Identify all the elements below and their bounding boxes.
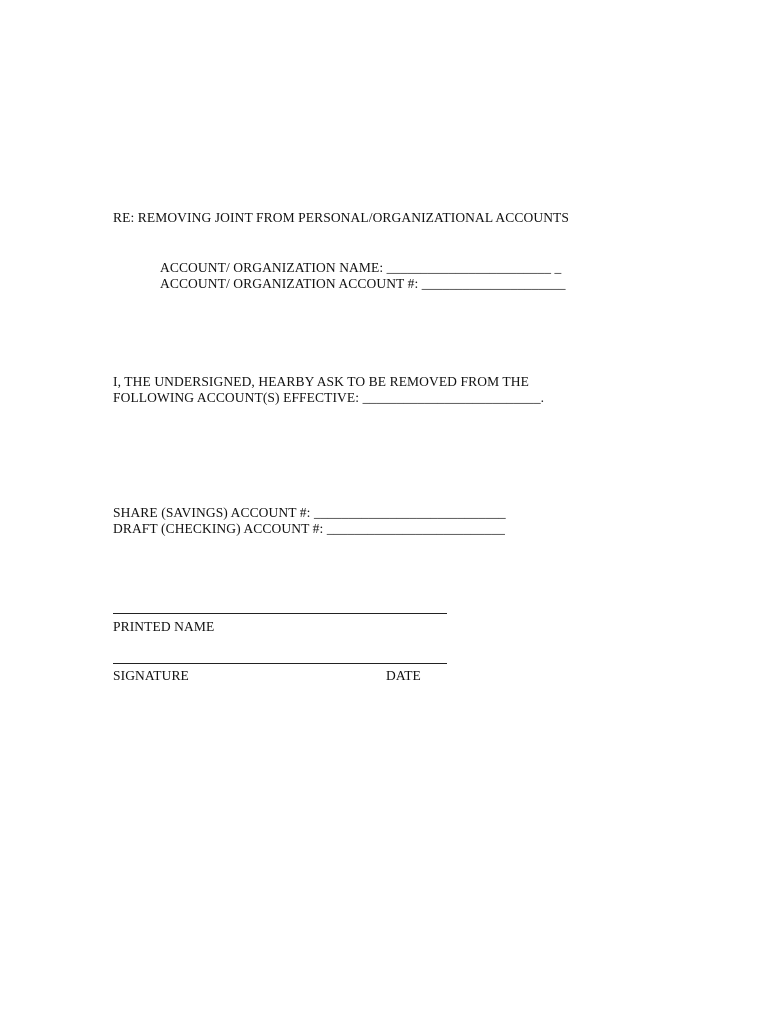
printed-name-label: PRINTED NAME	[113, 619, 215, 634]
draft-account-line: DRAFT (CHECKING) ACCOUNT #: __________________________	[113, 521, 505, 536]
account-name-line: ACCOUNT/ ORGANIZATION NAME: ________________________ _	[160, 260, 562, 275]
signature-date-rule	[113, 663, 447, 664]
request-line-1: I, THE UNDERSIGNED, HEARBY ASK TO BE REMOVED FROM THE	[113, 374, 529, 389]
request-line-2: FOLLOWING ACCOUNT(S) EFFECTIVE: __________________________.	[113, 390, 545, 405]
printed-name-signature-rule	[113, 613, 447, 614]
subject-line: RE: REMOVING JOINT FROM PERSONAL/ORGANIZATIONAL ACCOUNTS	[113, 210, 569, 225]
signature-label: SIGNATURE	[113, 668, 189, 683]
account-number-line: ACCOUNT/ ORGANIZATION ACCOUNT #: _____________________	[160, 276, 566, 291]
share-account-line: SHARE (SAVINGS) ACCOUNT #: ____________________________	[113, 505, 506, 520]
date-label: DATE	[386, 668, 421, 683]
